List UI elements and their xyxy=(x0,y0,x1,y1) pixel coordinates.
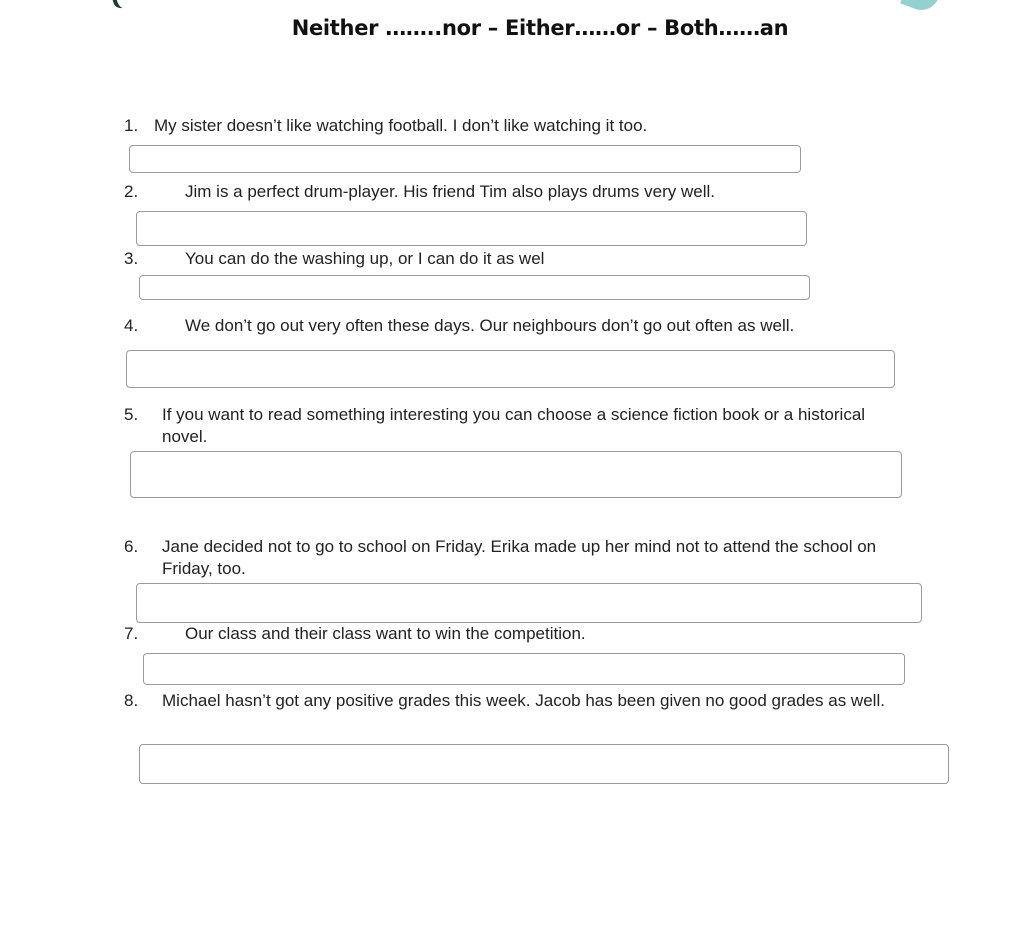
question-5 xyxy=(124,404,904,448)
question-2 xyxy=(124,181,884,203)
answer-input-4[interactable] xyxy=(126,350,895,388)
question-text: Michael hasn’t got any positive grades this week. Jacob has been given no good grades as well. xyxy=(162,691,885,710)
question-number: 8. xyxy=(124,691,139,710)
question-text: My sister doesn’t like watching football. I don’t like watching it too. xyxy=(154,116,648,135)
answer-input-8[interactable] xyxy=(139,744,949,784)
answer-input-7[interactable] xyxy=(143,653,905,685)
corner-decoration-left xyxy=(109,0,133,10)
answer-input-6[interactable] xyxy=(136,583,922,623)
question-4 xyxy=(124,315,904,337)
question-8 xyxy=(124,690,934,734)
question-number: 4. xyxy=(124,316,139,335)
corner-decoration-right xyxy=(900,0,942,15)
answer-input-1[interactable] xyxy=(129,145,801,173)
question-number: 3. xyxy=(124,249,139,268)
answer-input-3[interactable] xyxy=(139,275,810,300)
question-6 xyxy=(124,536,904,580)
question-number: 7. xyxy=(124,624,139,643)
question-3 xyxy=(124,248,884,270)
answer-input-5[interactable] xyxy=(130,451,902,498)
worksheet-title: Neither ……..nor – Either……or – Both……an xyxy=(291,16,789,40)
question-text: Jane decided not to go to school on Friday. Erika made up her mind not to attend the school on Friday, too. xyxy=(162,537,877,578)
question-text: If you want to read something interesting you can choose a science fiction book or a historical novel. xyxy=(162,405,866,446)
question-7 xyxy=(124,623,884,645)
question-number: 5. xyxy=(124,405,139,424)
question-number: 1. xyxy=(124,116,139,135)
question-text: You can do the washing up, or I can do it as wel xyxy=(185,249,545,268)
question-text: We don’t go out very often these days. Our neighbours don’t go out often as well. xyxy=(185,316,795,335)
question-number: 6. xyxy=(124,537,139,556)
answer-input-2[interactable] xyxy=(136,211,807,246)
question-number: 2. xyxy=(124,182,139,201)
question-1 xyxy=(124,115,884,137)
question-text: Our class and their class want to win the competition. xyxy=(185,624,586,643)
question-text: Jim is a perfect drum-player. His friend Tim also plays drums very well. xyxy=(185,182,715,201)
